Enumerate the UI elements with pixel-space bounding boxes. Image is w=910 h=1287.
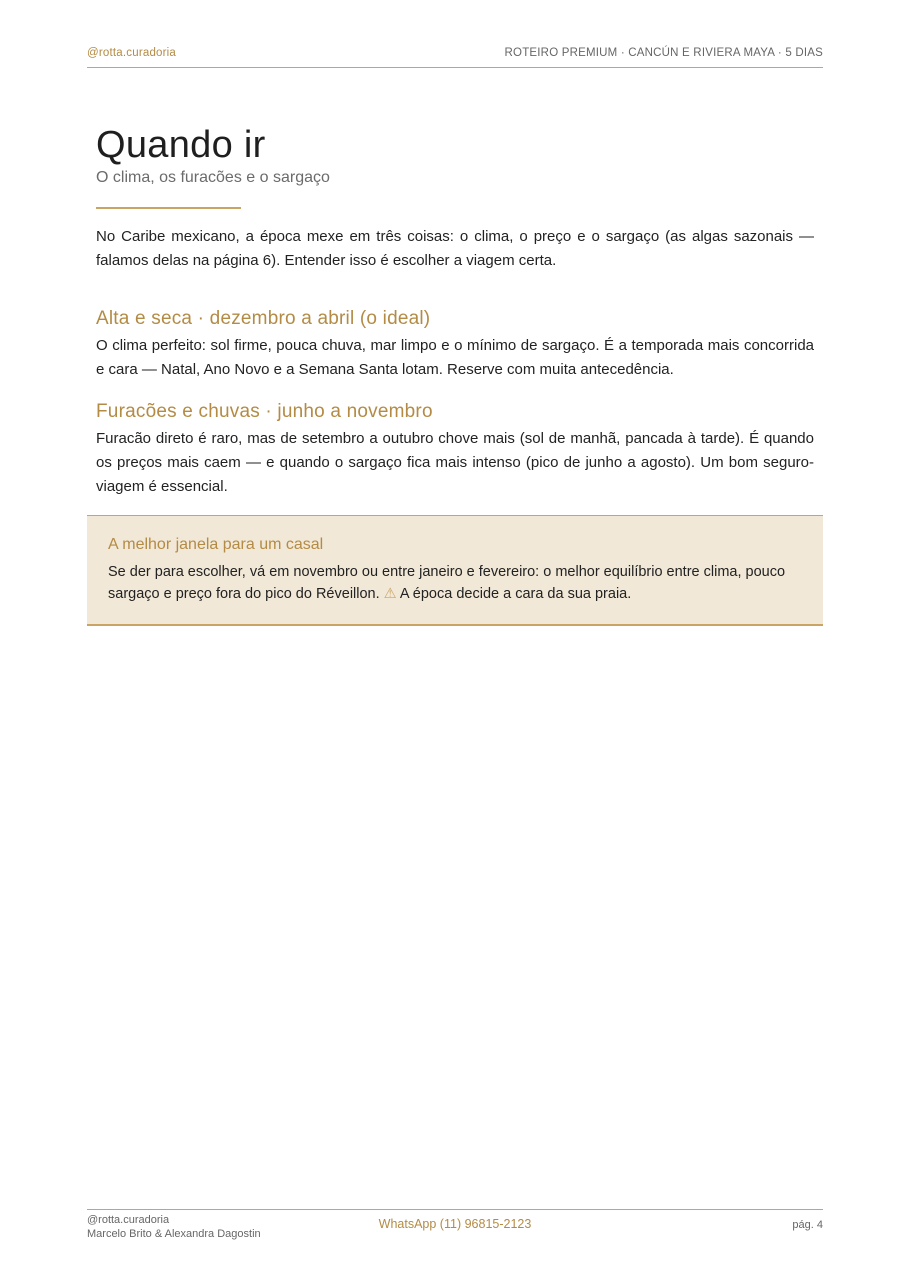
section-high-season: [96, 307, 814, 382]
footer-whatsapp-contact: WhatsApp (11) 96815-2123: [378, 1217, 532, 1231]
section-heading: Alta e seca · dezembro a abril (o ideal): [96, 308, 431, 329]
section-hurricane-season: [96, 400, 814, 499]
page-content: [96, 122, 814, 499]
title-divider: [96, 207, 241, 209]
section-body: Furacão direto é raro, mas de setembro a outubro chove mais (sol de manhã, pancada à tarde). É quando os preços mais caem — e quando o sargaço fica mais intenso (pico de junho a agosto). Um bom seguro-viagem é essencial.: [96, 430, 814, 495]
header-brand: @rotta.curadoria: [87, 47, 177, 59]
footer-brand: @rotta.curadoria: [87, 1214, 170, 1226]
section-heading: Furacões e chuvas · junho a novembro: [96, 401, 433, 422]
header-document-title: ROTEIRO PREMIUM · CANCÚN E RIVIERA MAYA · 5 DIAS: [504, 47, 823, 59]
page-header: [87, 46, 823, 68]
tip-callout: [87, 515, 823, 626]
footer-authors: Marcelo Brito & Alexandra Dagostin: [87, 1228, 261, 1240]
callout-text-end: A época decide a cara da sua praia.: [399, 586, 632, 602]
page-number: pág. 4: [792, 1219, 823, 1231]
callout-title: A melhor janela para um casal: [108, 536, 324, 553]
page-footer: [87, 1209, 823, 1244]
warning-icon: ⚠: [383, 586, 397, 602]
intro-paragraph: No Caribe mexicano, a época mexe em três coisas: o clima, o preço e o sargaço (as algas sazonais — falamos delas na página 6). Entender isso é escolher a viagem certa.: [96, 228, 814, 269]
callout-text: Se der para escolher, vá em novembro ou entre janeiro e fevereiro: o melhor equilíbrio entre clima, pouco sargaço e preço fora do pico do Réveillon.: [108, 564, 786, 602]
page-title: Quando ir: [96, 124, 266, 166]
section-body: O clima perfeito: sol firme, pouca chuva, mar limpo e o mínimo de sargaço. É a temporada mais concorrida e cara — Natal, Ano Novo e a Semana Santa lotam. Reserve com muita antecedência.: [96, 337, 814, 378]
callout-body: [108, 561, 803, 605]
page-subtitle: O clima, os furacões e o sargaço: [96, 169, 330, 186]
